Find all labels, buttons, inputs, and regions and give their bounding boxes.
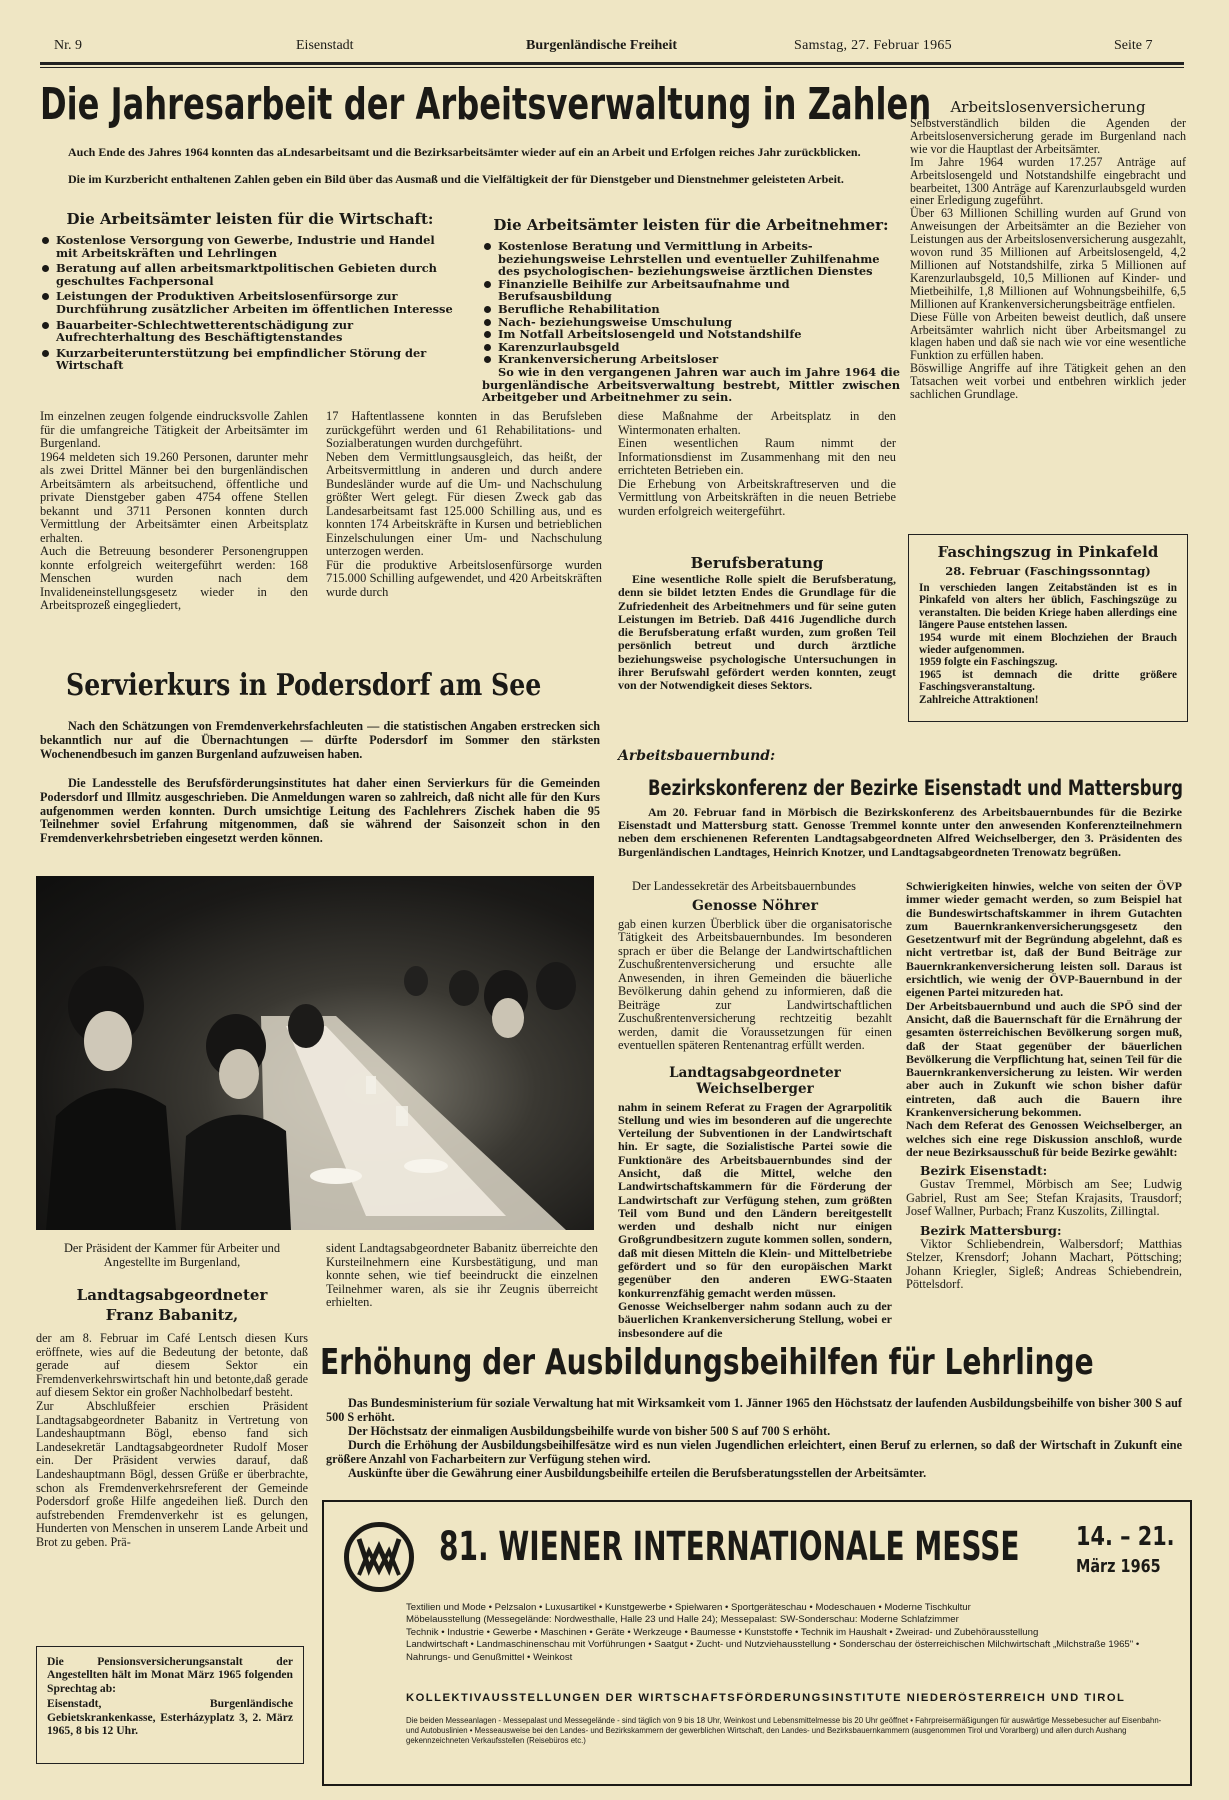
subhead-noehrer: Genosse Nöhrer (692, 897, 818, 914)
messe-footer: Die beiden Messeanlagen - Messepalast und Messegelände - sind täglich von 9 bis 18 Uhr, Weinkost und Lebensmittelmesse bis 20 Uhr geöffnet • Fahrpreisermäßigungen für auswärtige Messebesucher auf Eisenbahn- und Autobuslinien • Messeausweise bei den Landes- und Bezirkskammern der gewerblichen Wirtschaft, den Landes- und Bezirksbauernkammern (ausgenommen Tirol und Vorarlberg) und allen durch Aushang gekennzeichneten Verkaufsstellen (Reisebüros etc.) (406, 1716, 1162, 1745)
photo-caption-name: Franz Babanitz, (105, 1306, 239, 1324)
list-item: Kostenlose Beratung und Vermittlung in Arbeits- beziehungsweise Lehrstellen und eventueller Zuhilfenahme des psychologischen- beziehungsweise ärztlichen Dienstes (482, 240, 900, 278)
messe-lines (406, 1602, 1176, 1664)
bezirk-mattersburg-names: Viktor Schliebendrein, Walbersdorf; Matthias Stelzer, Krensdorf; Johann Machart, Pöttsching; Johann Kriegler, Sigleß; Andreas Schiebendrein, Pöttelsdorf. (906, 1236, 1182, 1292)
ausbildung-p4: Auskünfte über die Gewährung einer Ausbildungsbeihilfe erteilen die Berufsberatungsstellen der Arbeitsämter. (348, 1466, 927, 1480)
arbeitslosen-text: Selbstverständlich bilden die Agenden der Arbeitslosenversicherung gerade im Burgenland nach wie vor die Hauptlast der Arbeitsämter. Im Jahre 1964 wurden 17.257 Anträge auf Arbeitslosengeld und Notstandshilfe eingebracht und bearbeitet, 1300 Anträge auf Karenzurlaubsgeld wurden einer Erledigung zugeführt. Über 63 Millionen Schilling wurden auf Grund von Anweisungen der Arbeitsämter an die Bezieher von Leistungen aus der Arbeitslosenversicherung ausgezahlt, wovon rund 35 Millionen auf Arbeitslosengeld, 4,2 Millionen auf Notstandshilfe, zirka 5 Millionen auf Karenzurlaubsgeld, 10,5 Millionen auf Kinder- und Mietbeihilfe, 1,8 Millionen auf Wohnungsbeihilfe, 6,5 Millionen auf Krankenversicherungsbeiträge entfielen. Diese Fülle von Arbeiten beweist deutlich, daß unsere Arbeitsämter wahrlich nicht über Arbeitsmangel zu klagen haben und daß sie nach wie vor eine wesentliche Funktion zu erfüllen haben. Böswillige Angriffe auf ihre Tätigkeit gehen an den Tatsachen weit vorbei und entbehren wirklich jeder sachlichen Grundlage. (910, 116, 1186, 402)
ausbildung-text (326, 1396, 1182, 1480)
headline-ausbildungsbeihilfen: Erhöhung der Ausbildungsbeihilfen für Lehrlinge (320, 1342, 1094, 1383)
economy-box (40, 210, 460, 375)
headline-bezirkskonferenz: Bezirkskonferenz der Bezirke Eisenstadt und Mattersburg (648, 776, 1183, 800)
article1-col3: diese Maßnahme der Arbeitsplatz in den Wintermonaten erhalten. Einen wesentlichen Raum nimmt der Informationsdienst im Zusammenhang mit den neu errichteten Betrieben ein. Die Erhebung von Arbeitskraftreserven und die Vermittlung von Arbeitskräften in die neuen Betriebe wurden erfolgreich weitergeführt. (618, 409, 896, 518)
photo-caption-1: Der Präsident der Kammer für Arbeiter und Angestellte im Burgenland, (63, 1241, 281, 1269)
bezirk-eisenstadt-heading: Bezirk Eisenstadt: (920, 1163, 1048, 1179)
header-rule-thin (40, 67, 1184, 68)
ausbildung-p1: Das Bundesministerium für soziale Verwaltung hat mit Wirksamkeit vom 1. Jänner 1965 den Höchstsatz der laufenden Ausbildungsbeihilfe von bisher 300 S auf 500 S erhöht. (326, 1396, 1182, 1424)
fasching-subtitle: 28. Februar (Faschingssonntag) (945, 564, 1151, 578)
servierkurs-lead2: Die Landesstelle des Berufsförderungsinstitutes hat daher einen Servierkurs für die Gemeinden Podersdorf und Illmitz ausgeschrieben. Die Anmeldungen waren so zahlreich, daß nicht alle für den Kurs aufgenommen werden konnten. Durch umsichtige Leitung des Fachlehrers Zischek haben die 95 Teilnehmer soviel Erfahrung mitgenommen, daß sie während der Saisonzeit schon in den Fremdenverkehrsbetrieben eingesetzt werden können. (40, 776, 600, 846)
bezirk-col1-noehrer: gab einen kurzen Überblick über die organisatorische Tätigkeit des Arbeitsbauernbundes. Im besonderen sprach er über die Belange der Landwirtschaftlichen Zuschußrentenversicherung und ersuchte alle Anwesenden, in ihren Gemeinden die bäuerliche Bevölkerung dahin gehend zu informieren, daß die Beiträge zur Landwirtschaftlichen Zuschußrentenversicherung rechtzeitig bezahlt werden, damit die Voraussetzungen für einen eventuellen späteren Rentenantrag erfüllt werden. (618, 916, 892, 1052)
page-number: Seite 7 (1114, 38, 1153, 53)
header-date: Samstag, 27. Februar 1965 (794, 38, 952, 53)
worker-list (482, 240, 900, 366)
messe-month: März 1965 (1076, 1556, 1161, 1577)
messe-line-landwirtschaft: Landwirtschaft • Landmaschinenschau mit Vorführungen • Saatgut • Zucht- und Nutzviehausstellung • Sonderschau der österreichischen Milchwirtschaft „Milchstraße 1965" • Nahrungs- und Genußmittel • Weinkost (406, 1639, 1140, 1663)
servierkurs-lead1: Nach den Schätzungen von Fremdenverkehrsfachleuten — die statistischen Angaben erstrecken sich bekanntlich nur auf die Übernachtungen — dürfte Podersdorf im Sommer den stärksten Wochenendbesuch im ganzen Burgenland aufzuweisen haben. (40, 719, 600, 761)
kicker-arbeitsbauernbund: Arbeitsbauernbund: (618, 748, 776, 764)
bezirk-lead: Am 20. Februar fand in Mörbisch die Bezirkskonferenz des Arbeitsbauernbundes für die Bezirke Eisenstadt und Mattersburg statt. Genosse Tremmel konnte unter den anwesenden Konferenzteilnehmern neben dem erschienenen Referenten Landtagsabgeordneten Alfred Weichselberger, den 3. Präsidenten des Burgenländischen Landtages, Heinrich Knotzer, und Landtagsabgeordneten Trenowatz begrüßen. (618, 805, 1182, 859)
pension-text: Die Pensionsversicherungsanstalt der Angestellten hält im Monat März 1965 folgenden Sprechtag ab: (47, 1655, 293, 1695)
bezirk-col2-text: Schwierigkeiten hinwies, welche von seiten der ÖVP immer wieder gemacht werden, so zum Beispiel hat die Bundeswirtschaftskammer in ihrem Gutachten zum Bauernkrankenversicherungsgesetz den Gesetzentwurf mit der Begründung abgelehnt, daß es nicht vertretbar ist, daß der Bund Beiträge zur Bauernkrankenversicherung leisten soll. Daraus ist ersichtlich, wie wenig der ÖVP-Bauernbund in der eigenen Partei mitzureden hat. Der Arbeitsbauernbund und auch die SPÖ sind der Ansicht, daß die Bauernschaft für die Ernährung der gesamten österreichischen Bevölkerung sorgen muß, daß der Staat gegenüber der bäuerlichen Bevölkerung die Verpflichtung hat, seinen Teil für die Bauernkrankenversicherung zu leisten. Wir werden aber auch in Zukunft wie schon bisher dafür eintreten, daß auch die Bauern ihre Krankenversicherung bekommen. Nach dem Referat des Genossen Weichselberger, an welches sich eine rege Diskussion anschloß, wurde der neue Bezirksausschuß für beide Bezirke gewählt: (906, 879, 1182, 1159)
list-item: Krankenversicherung Arbeitsloser (482, 353, 900, 366)
ausbildung-p2: Der Höchstsatz der einmaligen Ausbildungsbeihilfe wurde von bisher 500 S auf 700 S erhöht. (348, 1424, 831, 1438)
headline-jahresarbeit: Die Jahresarbeit der Arbeitsverwaltung in Zahlen (40, 79, 932, 130)
economy-heading: Die Arbeitsämter leisten für die Wirtschaft: (66, 210, 434, 228)
paper-name: Burgenländische Freiheit (526, 38, 678, 53)
list-item: Finanzielle Beihilfe zur Arbeitsaufnahme und Berufsausbildung (482, 278, 900, 303)
messe-ad (322, 1500, 1192, 1786)
list-item: Leistungen der Produktiven Arbeitslosenfürsorge zur Durchführung zusätzlicher Arbeiten im öffentlichen Interesse (40, 290, 460, 315)
servierkurs-col1: der am 8. Februar im Café Lentsch diesen Kurs eröffnete, wies auf die Bedeutung der betonte, daß gerade auf diesem Sektor ein Fremdenverkehrswirtschaft hin und betonte,daß gerade auf diesem Sektor ein großer Nachholbedarf besteht. Zur Abschlußfeier erschien Präsident Landtagsabgeordneter Babanitz in Vertretung von Landeshauptmann Bögl, ebenso fand sich Landesekretär Landtagsabgeordneter Rudolf Moser ein. Der Präsident verwies darauf, daß Landeshauptmann Bögl, dessen Grüße er überbrachte, schon als Fremdenverkehrsreferent der Gemeinde Podersdorf große Hilfe angedeihen ließ. Durch den aufstrebenden Fremdenverkehr ist es gelungen, Hunderten von Menschen in unserem Lande Arbeit und Brot zu geben. Prä- (36, 1331, 308, 1549)
ausbildung-p3: Durch die Erhöhung der Ausbildungsbeihilfesätze wird es nun vielen Jugendlichen erleichtert, einen Beruf zu erlernen, so daß der Wirtschaft in Zukunft eine größere Anzahl von Facharbeitern zur Verfügung stehen wird. (326, 1438, 1182, 1466)
fasching-text: In verschieden langen Zeitabständen ist es in Pinkafeld von alters her üblich, Faschingszüge zu veranstalten. Die beiden Kriege haben allerdings eine längere Pause entstehen lassen. 1954 wurde mit einem Blochziehen der Brauch wieder aufgenommen. 1959 folgte ein Faschingszug. 1965 ist demnach die dritte größere Faschingsveranstaltung. Zahlreiche Attraktionen! (919, 582, 1177, 706)
list-item: Kostenlose Versorgung von Gewerbe, Industrie und Handel mit Arbeitskräften und Lehrlingen (40, 234, 460, 259)
lead-1: Auch Ende des Jahres 1964 konnten das aLndesarbeitsamt und die Bezirksarbeitsämter wieder auf ein an Arbeit und Erfolgen reiches Jahr zurückblicken. (68, 145, 861, 159)
subhead-weichselberger: Landtagsabgeordneter Weichselberger (669, 1064, 841, 1097)
berufsberatung-text: Eine wesentliche Rolle spielt die Berufsberatung, denn sie bildet letzten Endes die Grundlage für die Zufriedenheit des Arbeitnehmers und für seine guten Leistungen im Betrieb. Daß 4416 Jugendliche durch die Berufsberatung erfaßt wurden, zum großen Teil persönlich betreut und durch ärztliche beziehungsweise psychologische Untersuchungen in ihrer Berufswahl gefördert werden konnten, zeugt von der Notwendigkeit dieses Sektors. (618, 572, 896, 693)
page-header (36, 38, 1186, 60)
banquet-photo (36, 876, 594, 1230)
bezirk-col1-weichselberger: nahm in seinem Referat zu Fragen der Agrarpolitik Stellung und wies im besonderen auf die ungerechte Verteilung der Subventionen in der Landwirtschaft hin. Er sagte, die Sozialistische Partei sowie die Funktionäre des Arbeitsbauernbundes sind der Ansicht, daß die Mittel, welche den Landwirtschaftskammern für die Förderung der Landwirtschaft zur Verfügung stehen, zum größten Teil vom Bund und den Ländern bereitgestellt werden und deshalb nicht nur einigen Großgrundbesitzern zugute kommen sollen, sondern, daß mit diesen Mitteln die Klein- und Mittelbetriebe gefördert und so für den europäischen Markt gegenüber den anderen EWG-Staaten konkurrenzfähig gemacht werden müssen. Genosse Weichselberger nahm sodann auch zu der bäuerlichen Krankenversicherung Stellung, wobei er insbesondere auf die (618, 1099, 892, 1340)
economy-list (40, 234, 460, 372)
fasching-title: Faschingszug in Pinkafeld (937, 543, 1159, 561)
list-item: Bauarbeiter-Schlechtwetterentschädigung zur Aufrechterhaltung des Beschäftigtenstandes (40, 319, 460, 344)
list-item: Im Notfall Arbeitslosengeld und Notstandshilfe (482, 328, 900, 341)
worker-heading: Die Arbeitsämter leisten für die Arbeitnehmer: (493, 216, 889, 234)
messe-line-textil: Textilien und Mode • Pelzsalon • Luxusartikel • Kunstgewerbe • Spielwaren • Sportgeräteschau • Modeschauen • Moderne Tischkultur (406, 1602, 971, 1613)
photo-caption-title: Landtagsabgeordneter (76, 1286, 268, 1304)
berufsberatung-heading: Berufsberatung (690, 554, 824, 572)
list-item: Kurzarbeiterunterstützung bei empfindlicher Störung der Wirtschaft (40, 347, 460, 372)
bezirk-col1-intro: Der Landessekretär des Arbeitsbauernbundes (632, 879, 856, 893)
servierkurs-col2: sident Landtagsabgeordneter Babanitz überreichte den Kursteilnehmern eine Kursbestätigung, und man konnte sehen, wie tief beeindruckt die einzelnen Teilnehmer waren, als sie ihr Zeugnis überreicht erhielten. (326, 1241, 598, 1309)
bezirk-col1 (618, 880, 892, 1340)
arbeitslosen-heading: Arbeitslosenversicherung (950, 98, 1146, 116)
list-item: Nach- beziehungsweise Umschulung (482, 316, 900, 329)
bezirk-mattersburg-heading: Bezirk Mattersburg: (920, 1222, 1062, 1238)
messe-line-moebel: Möbelausstellung (Messegelände: Nordwesthalle, Halle 23 und Halle 24); Messepalast: SW-Sonderschau: Moderne Schlafzimmer (406, 1614, 959, 1626)
messe-logo-icon (349, 1527, 409, 1587)
pension-box (36, 1646, 304, 1764)
header-city: Eisenstadt (296, 38, 354, 53)
lead-2: Die im Kurzbericht enthaltenen Zahlen geben ein Bild über das Ausmaß und die Vielfältigkeit der für Dienstgeber und Dienstnehmer geleisteten Arbeit. (68, 172, 844, 186)
messe-dates: 14. – 21. (1076, 1522, 1175, 1552)
list-item: Karenzurlaubsgeld (482, 341, 900, 354)
banquet-scene (36, 876, 594, 1230)
article1-col1: Im einzelnen zeugen folgende eindrucksvolle Zahlen für die umfangreiche Tätigkeit der Arbeitsämter im Burgenland. 1964 meldeten sich 19.260 Personen, darunter mehr als zwei Drittel Männer bei den burgenländischen Arbeitsämtern als arbeitsuchend, öffentliche und private Dienstgeber gaben 4754 offene Stellen bekannt und 3711 Personen konnten durch Vermittlung der Arbeitsämter einen Arbeitsplatz erhalten. Auch die Betreuung besonderer Personengruppen konnte erfolgreich weitergeführt werden: 168 Menschen wurden nach dem Invalideneinstellungsgesetz wieder in den Arbeitsprozeß eingegliedert, (40, 409, 308, 612)
header-rule (40, 62, 1184, 65)
messe-line-technik: Technik • Industrie • Gewerbe • Maschinen • Geräte • Werkzeuge • Baumesse • Kunststoffe • Technik im Haushalt • Zweirad- und Zubehörausstellung (406, 1626, 1039, 1638)
fasching-box (908, 534, 1188, 722)
worker-summary: So wie in den vergangenen Jahren war auch im Jahre 1964 die burgenländische Arbeitsverwaltung bestrebt, Mittler zwischen Arbeitgeber und Arbeitnehmer zu sein. (482, 364, 900, 405)
messe-title: 81. WIENER INTERNATIONALE MESSE (439, 1524, 1020, 1570)
messe-logo (344, 1522, 414, 1592)
headline-servierkurs: Servierkurs in Podersdorf am See (66, 668, 542, 703)
messe-banner: KOLLEKTIVAUSSTELLUNGEN DER WIRTSCHAFTSFÖRDERUNGSINSTITUTE NIEDERÖSTERREICH UND TIROL (406, 1692, 1126, 1704)
worker-box (482, 216, 900, 404)
pension-place: Eisenstadt, Burgenländische Gebietskrankenkasse, Esterházyplatz 3, 2. März 1965, 8 bis 12 Uhr. (47, 1697, 293, 1738)
bezirk-col2 (906, 880, 1182, 1292)
bezirk-eisenstadt-names: Gustav Tremmel, Mörbisch am See; Ludwig Gabriel, Rust am See; Stefan Krajasits, Trausdorf; Josef Wallner, Purbach; Franz Kuszolits, Zillingtal. (906, 1177, 1182, 1219)
article1-col2: 17 Haftentlassene konnten in das Berufsleben zurückgeführt werden und 61 Rehabilitations- und Sozialberatungen wurden durchgeführt. Neben dem Vermittlungsausgleich, das heißt, der Arbeitsvermittlung in anderen und durch andere Bundesländer wurde auf die Um- und Nachschulung größter Wert gelegt. Für diesen Zweck gab das Landesarbeitsamt fast 125.000 Schilling aus, und es konnten 174 Arbeitskräfte in Kursen und betrieblichen Einzelschulungen einer Um- und Nachschulung unterzogen werden. Für die produktive Arbeitslosenfürsorge wurden 715.000 Schilling aufgewendet, und 420 Arbeitskräften wurde durch (326, 409, 602, 599)
issue-number: Nr. 9 (54, 38, 82, 53)
list-item: Berufliche Rehabilitation (482, 303, 900, 316)
list-item: Beratung auf allen arbeitsmarktpolitischen Gebieten durch geschultes Fachpersonal (40, 262, 460, 287)
